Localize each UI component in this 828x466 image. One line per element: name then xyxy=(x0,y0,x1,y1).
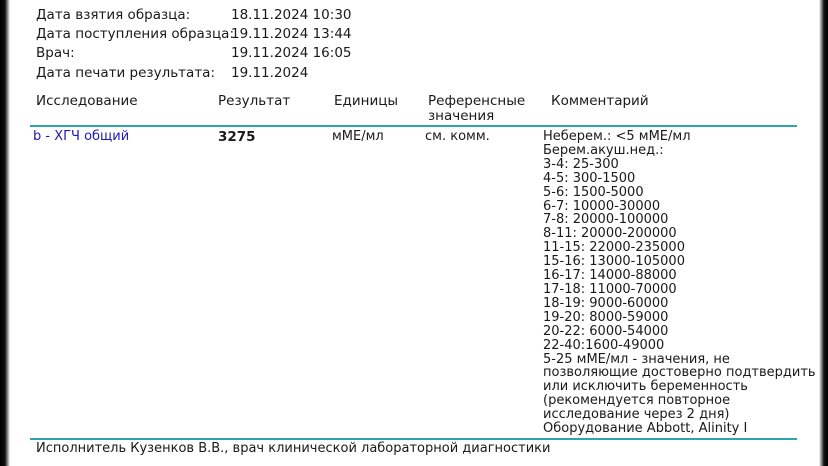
comment-line: 4-5: 300-1500 xyxy=(543,170,636,186)
meta-label: Дата взятия образца: xyxy=(36,7,191,23)
comment-block xyxy=(543,129,816,437)
footer-divider xyxy=(30,438,797,440)
result-value: 3275 xyxy=(218,129,256,145)
meta-row-sample-taken xyxy=(36,6,366,24)
comment-line: или исключить беременность xyxy=(543,379,748,395)
comment-line: Неберем.: <5 мМЕ/мл xyxy=(543,129,691,144)
units-value: мМЕ/мл xyxy=(332,129,384,144)
comment-line: 22-40:1600-49000 xyxy=(543,337,665,353)
meta-value: 19.11.2024 xyxy=(231,65,309,81)
comment-line: Берем.акуш.нед.: xyxy=(543,142,664,158)
comment-line: 20-22: 6000-54000 xyxy=(543,323,669,339)
comment-line: 8-11: 20000-200000 xyxy=(543,226,677,242)
header-reference-line2: значения xyxy=(428,108,495,124)
header-result: Результат xyxy=(218,93,291,109)
header-comment: Комментарий xyxy=(551,93,649,109)
comment-line: 7-8: 20000-100000 xyxy=(543,212,669,228)
meta-row-print-date xyxy=(36,64,366,82)
right-dark-edge xyxy=(819,0,828,466)
comment-line: 17-18: 11000-70000 xyxy=(543,281,677,297)
comment-line: Оборудование Abbott, Alinity I xyxy=(543,421,748,437)
reference-value: см. комм. xyxy=(425,129,490,144)
header-test: Исследование xyxy=(36,93,138,109)
header-reference xyxy=(428,94,525,124)
comment-line: 18-19: 9000-60000 xyxy=(543,295,669,311)
comment-line: 5-6: 1500-5000 xyxy=(543,184,644,200)
comment-line: 15-16: 13000-105000 xyxy=(543,254,685,270)
meta-row-sample-received xyxy=(36,25,366,43)
test-name-link[interactable]: b - ХГЧ общий xyxy=(33,129,130,144)
comment-line: 11-15: 22000-235000 xyxy=(543,240,685,256)
comment-line: позволяющие достоверно подтвердить xyxy=(543,365,816,381)
comment-line: 16-17: 14000-88000 xyxy=(543,268,677,284)
meta-value: 19.11.2024 13:44 xyxy=(231,26,352,42)
comment-line: исследование через 2 дня) xyxy=(543,407,730,423)
meta-value: 19.11.2024 16:05 xyxy=(231,45,352,61)
left-dark-edge xyxy=(0,0,10,466)
meta-row-doctor xyxy=(36,44,366,62)
meta-value: 18.11.2024 10:30 xyxy=(231,7,352,23)
meta-label: Врач: xyxy=(36,45,75,61)
header-divider xyxy=(30,125,797,127)
header-reference-line1: Референсные xyxy=(428,93,526,109)
comment-line: 6-7: 10000-30000 xyxy=(543,198,661,214)
comment-line: 5-25 мМЕ/мл - значения, не xyxy=(543,351,730,367)
header-units: Единицы xyxy=(334,93,399,109)
meta-label: Дата печати результата: xyxy=(36,65,216,81)
comment-line: (рекомендуется повторное xyxy=(543,393,731,409)
comment-line: 19-20: 8000-59000 xyxy=(543,309,669,325)
performer-footer: Исполнитель Кузенков В.В., врач клинической лабораторной диагностики xyxy=(36,441,551,456)
meta-label: Дата поступления образца: xyxy=(36,26,234,42)
comment-line: 3-4: 25-300 xyxy=(543,156,619,172)
